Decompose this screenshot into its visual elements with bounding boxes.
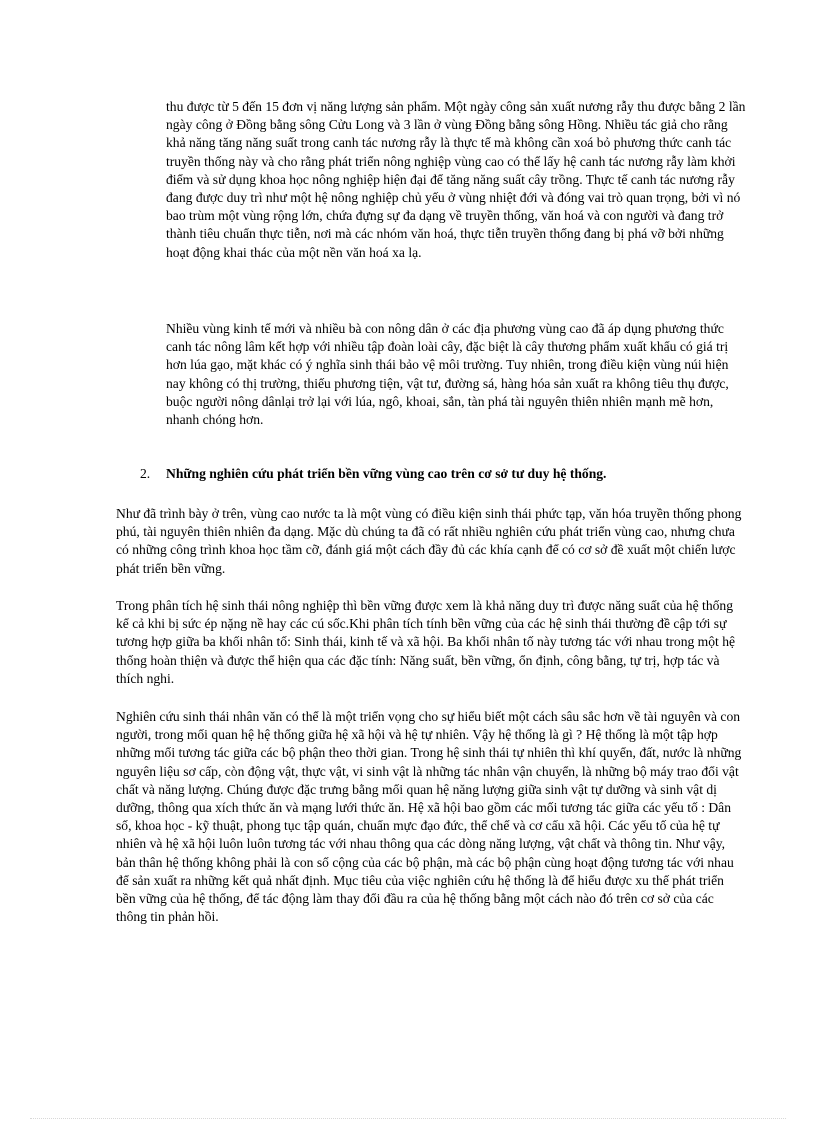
paragraph-slash-and-burn-productivity: thu được từ 5 đến 15 đơn vị năng lượng sản phẩm. Một ngày công sản xuất nương rẫy thu được bằng 2 lần ngày công ở Đồng bằng sông Cửu Long và 3 lần ở vùng Đồng bằng sông Hồng. Nhiều tác giả cho rằng khả năng tăng năng suất trong canh tác nương rẫy là thực tế mà không cần xoá bỏ phương thức canh tác truyền thống này và cho rằng phát triển nông nghiệp vùng cao có thể lấy hệ canh tác nương rẫy làm khởi điểm và sử dụng khoa học nông nghiệp hiện đại để tăng năng suất cây trồng. Thực tế canh tác nương rẫy đang được duy trì như một hệ nông nghiệp chủ yếu ở vùng nhiệt đới và đóng vai trò quan trọng, bởi vì nó bao trùm một vùng rộng lớn, chứa đựng sự đa dạng về truyền thống, văn hoá và con người và đang trở thành tiêu chuẩn thực tiễn, nơi mà các nhóm văn hoá, thực tiễn truyền thống đang bị phá vỡ bởi những hoạt động khai thác của một nền văn hoá xa lạ. xyxy=(166,99,746,260)
paragraph-highland-overview: Như đã trình bày ở trên, vùng cao nước ta là một vùng có điều kiện sinh thái phức tạp, văn hóa truyền thống phong phú, tài nguyên thiên nhiên đa dạng. Mặc dù chúng ta đã có rất nhiều nghiên cứu phát triển vùng cao, nhưng chưa có những công trình khoa học tầm cỡ, đánh giá một cách đầy đủ các khía cạnh để có cơ sở đề xuất một chiến lược phát triển bền vững. xyxy=(116,506,742,576)
page-bottom-divider xyxy=(30,1118,786,1119)
section-heading-text: Những nghiên cứu phát triển bền vững vùng cao trên cơ sở tư duy hệ thống. xyxy=(166,466,607,481)
section-number: 2. xyxy=(140,466,151,481)
paragraph-human-ecology-systems: Nghiên cứu sinh thái nhân văn có thể là một triển vọng cho sự hiểu biết một cách sâu sắc hơn về tài nguyên và con người, trong mối quan hệ hệ thống giữa hệ xã hội và hệ tự nhiên. Vậy hệ thống là gì ? Hệ thống là một tập hợp những mối tương tác giữa các bộ phận theo thời gian. Trong hệ sinh thái tự nhiên thì khí quyển, đất, nước là những nguyên liệu sơ cấp, còn động vật, thực vật, vi sinh vật là những tác nhân vận chuyển, là những bộ máy trao đổi vật chất và năng lượng. Chúng được đặc trưng bằng mối quan hệ năng lượng giữa sinh vật tự dưỡng và sinh vật dị dưỡng, thông qua xích thức ăn và mạng lưới thức ăn. Hệ xã hội bao gồm các mối tương tác giữa các yếu tố : Dân số, khoa học - kỹ thuật, phong tục tập quán, chuẩn mực đạo đức, thể chế và cơ cấu xã hội. Các yếu tố của hệ tự nhiên và hệ xã hội luôn luôn tương tác với nhau thông qua các dòng năng lượng, vật chất và thông tin. Như vậy, bản thân hệ thống không phải là con số cộng của các bộ phận, mà các bộ phận cùng hoạt động tương tác với nhau để sản xuất ra những kết quả nhất định. Mục tiêu của việc nghiên cứu hệ thống là để hiểu được xu thế phát triển bền vững của hệ thống, để tác động làm thay đổi đầu ra của hệ thống bằng một cách nào đó trên cơ sở của các thông tin phản hồi. xyxy=(116,709,742,925)
section-heading xyxy=(140,465,760,483)
paragraph-agroforestry: Nhiều vùng kinh tế mới và nhiều bà con nông dân ở các địa phương vùng cao đã áp dụng phương thức canh tác nông lâm kết hợp với nhiều tập đoàn loài cây, đặc biệt là cây thương phẩm xuất khẩu có giá trị hơn lúa gạo, mặt khác có ý nghĩa sinh thái bảo vệ môi trường. Tuy nhiên, trong điều kiện vùng núi hiện nay không có thị trường, thiếu phương tiện, vật tư, đường sá, hàng hóa sản xuất ra không tiêu thụ được, buộc người nông dânlại trở lại với lúa, ngô, khoai, sắn, tàn phá tài nguyên thiên nhiên mạnh mẽ hơn, nhanh chóng hơn. xyxy=(166,321,729,428)
paragraph-agroecosystem-sustainability: Trong phân tích hệ sinh thái nông nghiệp thì bền vững được xem là khả năng duy trì được năng suất của hệ thống kể cả khi bị sức ép nặng nề hay các cú sốc.Khi phân tích tính bền vững của các hệ sinh thái thường đề cập tới sự tương hợp giữa ba khối nhân tố: Sinh thái, kinh tế và xã hội. Ba khối nhân tố này tương tác với nhau trong một hệ thống hoàn thiện và được thể hiện qua các đặc tính: Năng suất, bền vững, ổn định, công bằng, tự trị, hợp tác và thích nghi. xyxy=(116,598,736,686)
